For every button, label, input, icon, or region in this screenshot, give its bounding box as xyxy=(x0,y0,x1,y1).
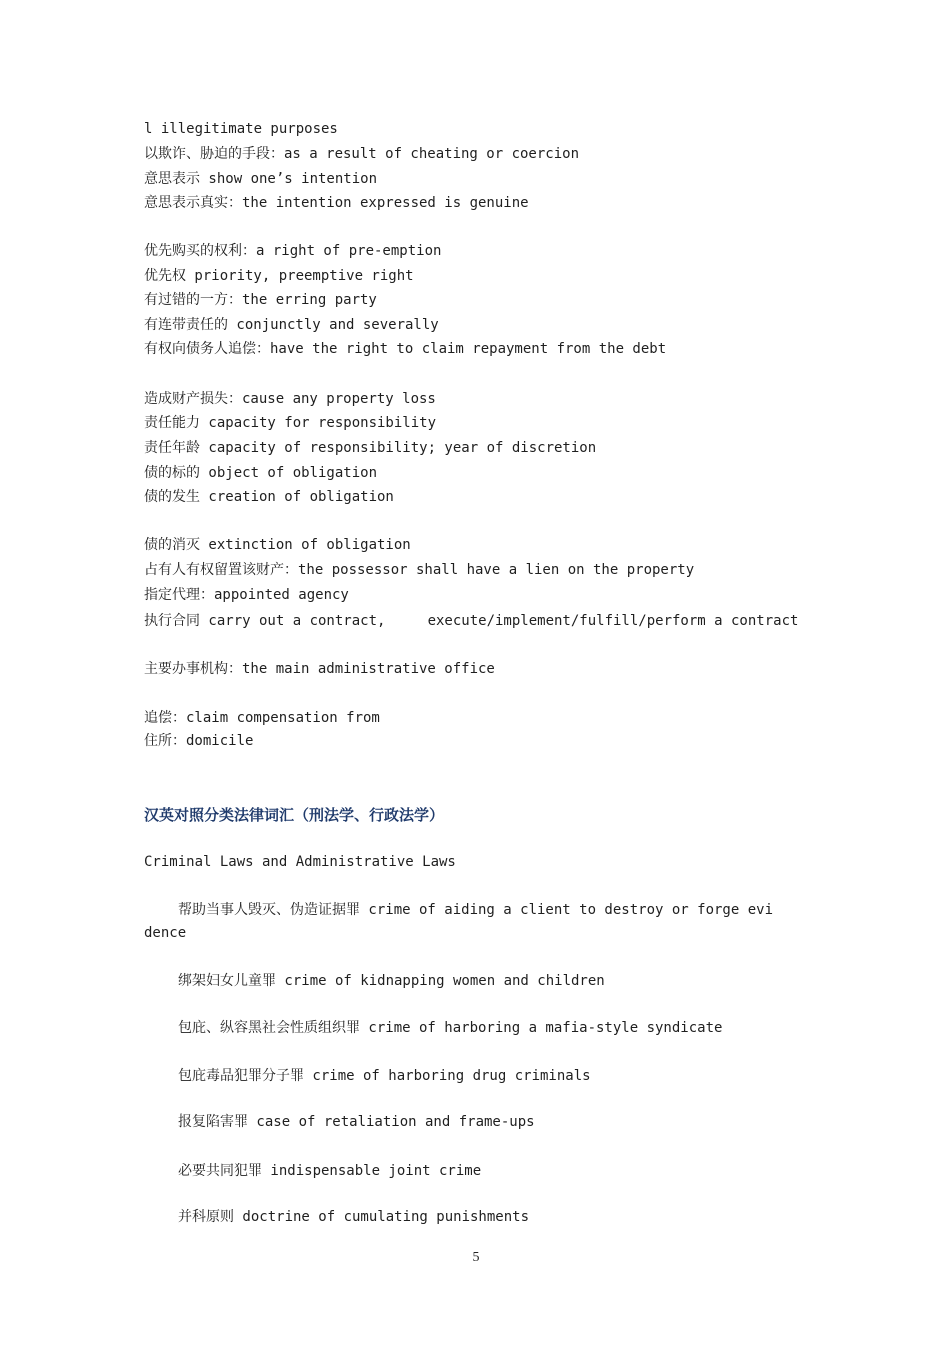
text-line: 债的标的 object of obligation xyxy=(144,465,378,481)
text-line: 债的发生 creation of obligation xyxy=(144,489,394,505)
page-number: 5 xyxy=(472,1250,480,1265)
text-line: 有过错的一方：the erring party xyxy=(144,292,377,308)
text-line: dence xyxy=(144,925,187,941)
text-line: 必要共同犯罪 indispensable joint crime xyxy=(178,1163,482,1179)
text-line: 意思表示真实：the intention expressed is genuine xyxy=(144,195,529,211)
text-line: 责任能力 capacity for responsibility xyxy=(144,415,437,431)
text-line: 优先购买的权利：a right of pre-emption xyxy=(144,243,442,259)
section-heading: 汉英对照分类法律词汇（刑法学、行政法学） xyxy=(144,806,445,824)
text-line: 追偿：claim compensation from xyxy=(144,710,380,726)
text-line: 意思表示 show one’s intention xyxy=(144,171,378,187)
text-line: 造成财产损失：cause any property loss xyxy=(144,391,436,407)
text-line: 有权向债务人追偿：have the right to claim repayment from the debt xyxy=(144,341,667,357)
text-line: 包庇毒品犯罪分子罪 crime of harboring drug criminals xyxy=(178,1068,591,1084)
text-line: 绑架妇女儿童罪 crime of kidnapping women and children xyxy=(178,973,605,989)
text-line: 住所：domicile xyxy=(144,733,254,749)
text-line: 执行合同 carry out a contract, execute/implement/fulfill/perform a contract xyxy=(144,613,799,629)
text-line: 责任年龄 capacity of responsibility; year of discretion xyxy=(144,440,597,456)
text-line: 帮助当事人毁灭、伪造证据罪 crime of aiding a client to destroy or forge evi xyxy=(178,902,774,918)
text-line: 债的消灭 extinction of obligation xyxy=(144,537,411,553)
text-line: 占有人有权留置该财产：the possessor shall have a lien on the property xyxy=(144,562,695,578)
text-line: 报复陷害罪 case of retaliation and frame-ups xyxy=(178,1114,535,1130)
text-line: 包庇、纵容黑社会性质组织罪 crime of harboring a mafia-style syndicate xyxy=(178,1020,723,1036)
text-line: 优先权 priority, preemptive right xyxy=(144,268,414,284)
text-line: l illegitimate purposes xyxy=(144,121,338,137)
section-subtitle: Criminal Laws and Administrative Laws xyxy=(144,854,456,870)
text-line: 并科原则 doctrine of cumulating punishments xyxy=(178,1209,530,1225)
text-line: 指定代理：appointed agency xyxy=(144,587,349,603)
text-line: 有连带责任的 conjunctly and severally xyxy=(144,317,439,333)
text-line: 以欺诈、胁迫的手段：as a result of cheating or coercion xyxy=(144,146,580,162)
text-line: 主要办事机构：the main administrative office xyxy=(144,661,495,677)
